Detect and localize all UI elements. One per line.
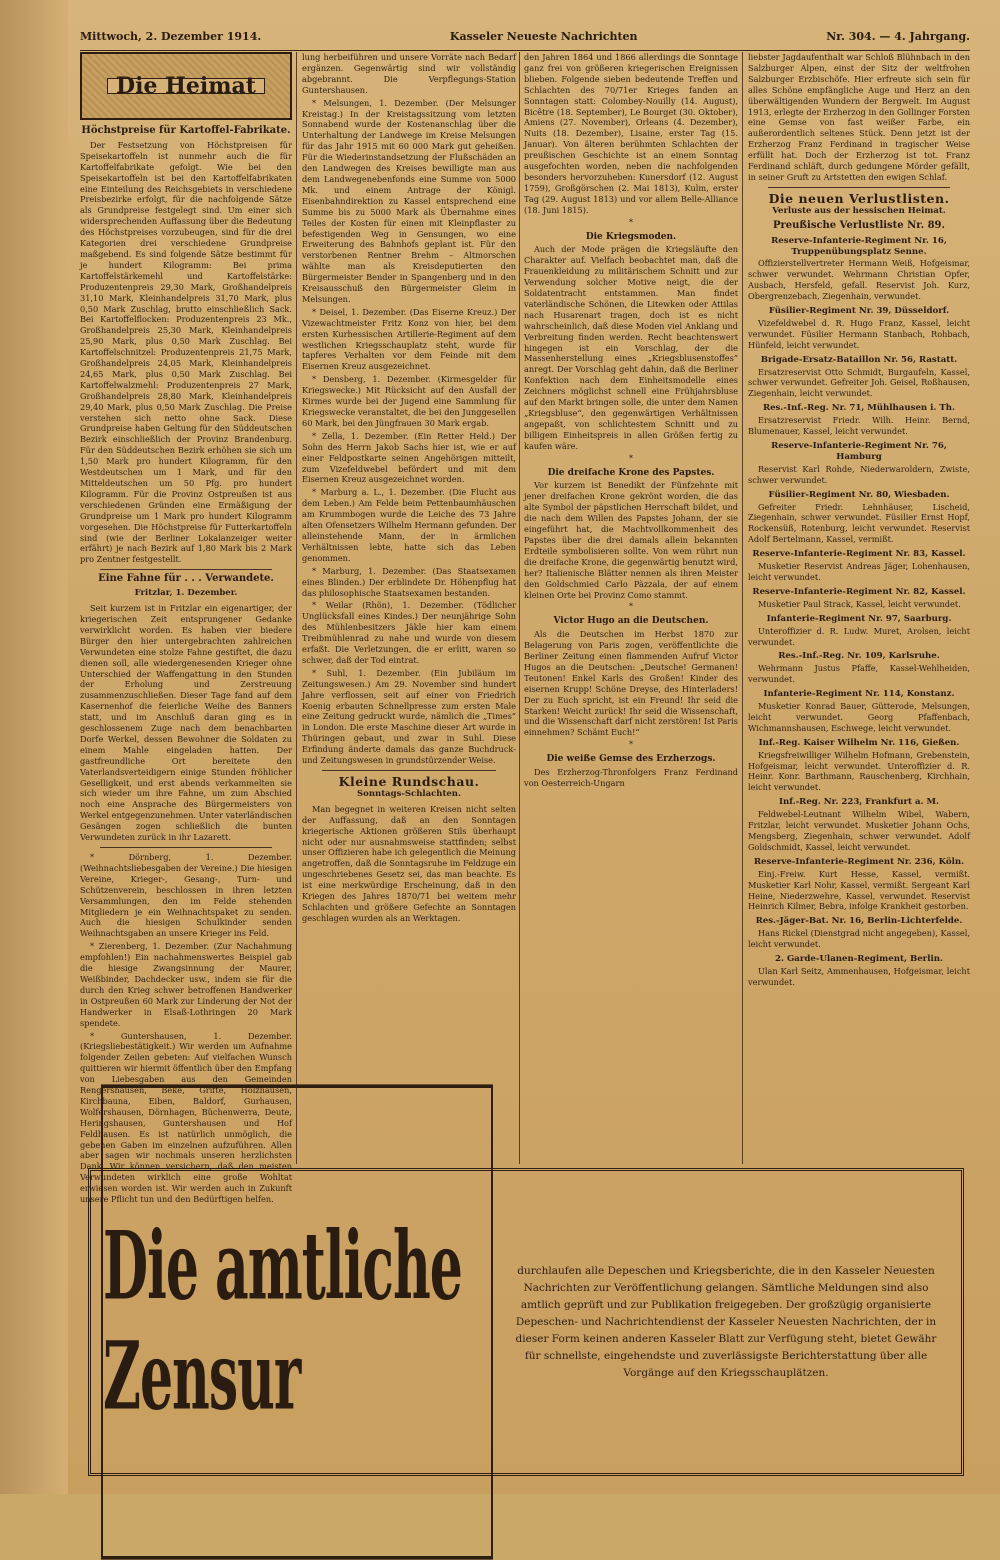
- ad-body: durchlaufen alle Depeschen und Kriegsberichte, die in den Kasseler Neuesten Nachrichten zur Veröffentlichung gelangen. Sämtliche Meldungen sind also amtlich geprüft und zur Publikation freigegeben. Der großzügig organisierte Depeschen- und Nachrichtendienst der Kasseler Neuesten Nachrichten, der in dieser Form keinen anderen Kasseler Blatt zur Verfügung steht, bietet Gewähr für schnellste, eingehendste und zuverlässigste Berichterstattung über alle Vorgänge auf den Kriegsschauplätzen.: [515, 1264, 937, 1379]
- article-heading: Die weiße Gemse des Erzherzogs.: [546, 754, 716, 765]
- column-4: [748, 52, 970, 1164]
- article-paragraph: Als die Deutschen im Herbst 1870 zur Belagerung von Paris zogen, veröffentlichte die Berliner Zeitung einen flammenden Aufruf Victor Hugos an die Deutschen: „Deutsche! Germanen! Teutonen! Enkel Karls des Großen! Kinder des eisernen Krupp! Schöne Dreyse, des Hinterladers! Der zu Euch spricht, ist ein Freund! Ihr seid die Starken! Weicht zurück! Ihr seid die Wissenschaft, und die Wissenschaft darf nicht zerstören! Ist Paris einnehmen? Schämt Euch!“: [524, 629, 738, 738]
- casualty-entry: Wehrmann Justus Pfaffe, Kassel-Wehlheiden, verwundet.: [748, 663, 970, 685]
- regiment-heading: Reserve-Infanterie-Regiment Nr. 76, Hamburg: [771, 441, 947, 462]
- page-header: [80, 30, 970, 51]
- regiment-heading: Res.-Inf.-Reg. Nr. 71, Mühlhausen i. Th.: [762, 403, 956, 414]
- page-margin: [0, 0, 68, 1494]
- casualty-entry: Musketier Konrad Bauer, Gütterode, Melsungen, leicht verwundet. Georg Pfaffenbach, Wichmannshausen, Eschwege, leicht verwundet.: [748, 701, 970, 733]
- ad-headline-text: Die amtliche Zensur: [103, 1212, 462, 1432]
- censorship-advertisement: [88, 1168, 964, 1476]
- article-paragraph: Der Festsetzung von Höchstpreisen für Speisekartoffeln ist nunmehr auch die für Kartoffelfabrikate gefolgt. Wie bei den Speisekartoffeln ist bei den Kartoffelfabrikaten eine Einteilung des Reichsgebiets in verschiedene Preisbezirke erfolgt, für die nachfolgende Sätze als Grundpreise festgelegt sind. Um einer sich widersprechenden Auffassung über die Bedeutung des Höchstpreises vorzubeugen, sind für die drei Kategorien drei verschiedene Grundpreise maßgebend. Es sind folgende Sätze bestimmt für je hundert Kilogramm: Bei prima Kartoffelstärkemehl und Kartoffelstärke: Produzentenpreis 29,30 Mark, Großhandelpreis 31,10 Mark, Kleinhandelpreis 31,70 Mark, plus 0,50 Mark Zuschlag, brutto einschließlich Sack. Bei Kartoffelflocken: Produzentenpreis 23 Mk., Großhandelpreis 25,30 Mark, Kleinhandelpreis 25,90 Mark, plus 0,50 Mark Zuschlag. Bei Kartoffelschnitzel: Produzentenpreis 21,75 Mark, Großhandelpreis 24,05 Mark, Kleinhandelpreis 24,65 Mark, plus 0,50 Mark Zuschlag. Bei Kartoffelwalzmehl: Produzentenpreis 27 Mark, Großhandelpreis 28,80 Mark, Kleinhandelpreis 29,40 Mark, plus 0,50 Mark Zuschlag. Die Preise verstehen sich netto ohne Sack. Diese Grundpreise haben Geltung für den Süddeutschen Bezirk einschließlich der Provinz Brandenburg. Für den Süddeutschen Bezirk erhöhen sie sich um 1,50 Mark pro hundert Kilogramm, für den Westdeutschen um 1 Mark, und für den Mitteldeutschen um 50 Pfg. pro hundert Kilogramm. Für die Provinz Ostpreußen ist aus verschiedenen Gründen eine Ermäßigung der Grundpreise um 1 Mark pro hundert Kilogramm vorgesehen. Die Höchstpreise für Futterkartoffeln sind (wie der Berliner Lokalanzeiger weiter erfährt) je nach Bezirk auf 1,80 Mark bis 2 Mark pro Zentner festgestellt.: [80, 139, 292, 565]
- casualty-entry: Musketier Paul Strack, Kassel, leicht verwundet.: [758, 598, 961, 609]
- casualty-entry: Einj.-Freiw. Kurt Hesse, Kassel, vermißt. Musketier Karl Nohr, Kassel, vermißt. Sergeant Karl Heine, Niederzwehre, Kassel, verwundet. Reservist Heinrich Kilmer, Bebra, infolge Krankheit gestorben.: [748, 868, 970, 912]
- regiment-heading: Füsilier-Regiment Nr. 80, Wiesbaden.: [768, 489, 950, 500]
- article-paragraph: liebster Jagdaufenthalt war Schloß Blühnbach in den Salzburger Alpen, einst der Sitz der weltfrohen Salzburger Erzbischöfe. Hier erfreute sich sein für alles Schöne empfängliche Auge und Herz an den überwältigenden Wundern der Bergwelt. Im August 1913, erlegte der Erzherzog in den Gollinger Forsten eine Gemse von fast weißer Farbe, ein außerordentlich seltenes Stück. Denn jetzt ist der Erzherzog Franz Ferdinand in tragischer Weise erfüllt hat. Doch der Erzherzog ist tot. Franz Ferdinand schläft, durch gedungene Mörder gefällt, in seiner Gruft zu Artstetten den ewigen Schlaf.: [748, 52, 970, 182]
- casualty-entries: [748, 236, 970, 988]
- heimat-title: Die Heimat: [107, 78, 265, 95]
- regiment-heading: Reserve-Infanterie-Regiment Nr. 16, Truppenübungsplatz Senne.: [771, 235, 947, 257]
- regiment-heading: Res.-Jäger-Bat. Nr. 16, Berlin-Lichterfelde.: [755, 916, 963, 927]
- column-2: [302, 52, 516, 1164]
- regiment-heading: Inf.-Reg. Nr. 223, Frankfurt a. M.: [778, 797, 940, 808]
- casualty-entry: Offizierstellvertreter Hermann Weiß, Hofgeismar, schwer verwundet. Wehrmann Christian Opfer, Ausbach, Hersfeld, gefall. Reservist Joh. Kurz, Obergrenzebach, Ziegenhain, verwundet.: [748, 258, 970, 302]
- article-paragraph: * Densberg, 1. Dezember. (Kirmesgelder für Kriegswecke.) Mit Rücksicht auf den Ausfall der Kirmes wurde bei der Jugend eine Sammlung für Kriegswecke veranstaltet, die bei den Junggesellen 60 Mark, bei den Jüngfrauen 30 Mark ergab.: [302, 374, 516, 428]
- header-issue: Nr. 304. — 4. Jahrgang.: [826, 30, 970, 43]
- article-paragraph: Seit kurzem ist in Fritzlar ein eigenartiger, der kriegerischen Zeit entsprungener Gedanke verwirklicht worden. Es haben vier biedere Bürger den hier untergebrachten zahlreichen Verwundeten eine stolze Fahne gestiftet, die dazu dienen soll, alle wiedergenesenden Krieger ohne Unterschied der Waffengattung in den Stunden der Erholung und Zerstreuung zusammenzuschließen. Dieser Tage fand auf dem Kasernenhof die feierliche Weihe des Banners statt, und im Anschluß daran ging es in geschlossenem Zuge nach dem benachbarten Dorfe Werkel, dessen Bewohner die Soldaten zu einem Mahle eingeladen hatten. Der gastfreundliche Ort bereitete den Vaterlandsverteidigern einige Stunden fröhlicher Geselligkeit, und erst abends verkammelten sie sich wieder um ihre Fahne, um zum Abschied noch eine Ansprache des Bürgermeisters von Werkel entgegenzunehmen. Unter vaterländischen Gesängen zogen schließlich die bunten Verwundeten zurück in ihr Lazarett.: [80, 603, 292, 843]
- article-paragraph: Man begegnet in weiteren Kreisen nicht selten der Auffassung, daß an den Sonntagen kriegerische Aktionen größeren Stils überhaupt nicht oder nur ausnahmsweise stattfinden; selbst unser Offizieren habe ich gelegentlich die Meinung angetroffen, daß die Sonntagsruhe im Feldzuge ein ungeschriebenes Gesetz sei, das man beachte. Es ist eine merkwürdige Erscheinung, daß in den Kriegen des Jahres 1870/71 bei weitem mehr Schlachten und größere Gefechte an Sonntagen geschlagen wurden als an Werktagen.: [302, 803, 516, 923]
- regiment-heading: Brigade-Ersatz-Bataillon Nr. 56, Rastatt.: [760, 354, 958, 365]
- casualty-entry: Ersatzreservist Otto Schmidt, Burgaufeln, Kassel, schwer verwundet. Gefreiter Joh. Geisel, Roßhausen, Ziegenhain, leicht verwundet.: [748, 366, 970, 399]
- separator-star: *: [629, 602, 633, 612]
- article-paragraph: * Marburg a. L., 1. Dezember. (Die Flucht aus dem Leben.) Am Felde beim Pettenbaumhäuschen am Krummbogen wurde die Leiche des 73 Jahre alten Ofensetzers Wilhelm Hermann gefunden. Der alleinstehende Mann, der in ärmlichen Verhältnissen lebte, hatte sich das Leben genommen.: [302, 487, 516, 563]
- column-rule: [296, 52, 297, 1164]
- article-paragraph: * Weilar (Rhön), 1. Dezember. (Tödlicher Unglücksfall eines Kindes.) Der neunjährige Sohn des Mühlenbesitzers Jäkle hier kam einem Treibmühlenrad zu nahe und wurde von diesem erfaßt. Die Verletzungen, die er erlitt, waren so schwer, daß der Tod eintrat.: [302, 600, 516, 665]
- separator-star: *: [629, 217, 633, 227]
- regiment-heading: Reserve-Infanterie-Regiment Nr. 236, Köln.: [753, 856, 965, 867]
- separator-star: *: [629, 453, 633, 463]
- article-paragraph: * Dörnberg, 1. Dezember. (Weihnachtsliebesgaben der Vereine.) Die hiesigen Vereine, Krieger-, Gesang-, Turn- und Schützenverein, beschlossen in ihren letzten Versammlungen, den im Felde stehenden Mitgliedern je ein Weihnachtspaket zu senden. Auch die hiesigen Schulkinder senden Weihnachtsgaben an unsere Krieger ins Feld.: [80, 852, 292, 939]
- dateline: Fritzlar, 1. Dezember.: [134, 588, 238, 599]
- section-title: Die neuen Verlustlisten.: [768, 190, 950, 206]
- casualty-entry: Hans Rickel (Dienstgrad nicht angegeben), Kassel, leicht verwundet.: [748, 928, 970, 950]
- article-heading: Die dreifache Krone des Papstes.: [547, 467, 715, 478]
- column-1: [80, 52, 292, 1205]
- divider: [322, 770, 496, 771]
- regiment-heading: Füsilier-Regiment Nr. 39, Düsseldorf.: [768, 306, 950, 317]
- article-heading: Die Kriegsmoden.: [585, 231, 677, 242]
- article-paragraph: * Zierenberg, 1. Dezember. (Zur Nachahmung empfohlen!) Ein nachahmenswertes Beispiel gab die hiesige Zwangsinnung der Maurer, Weißbinder, Dachdecker usw., indem sie für die durch den Krieg schwer betroffenen Handwerker in Ostpreußen 60 Mark zur Linderung der Not der Handwerker in Elsaß-Lothringen 20 Mark spendete.: [80, 941, 292, 1028]
- casualty-entry: Reservist Karl Rohde, Niederwaroldern, Zwiste, schwer verwundet.: [748, 463, 970, 485]
- regiment-heading: Reserve-Infanterie-Regiment Nr. 82, Kassel.: [752, 586, 966, 597]
- regiment-heading: Res.-Inf.-Reg. Nr. 109, Karlsruhe.: [778, 651, 940, 662]
- regiment-heading: 2. Garde-Ulanen-Regiment, Berlin.: [775, 954, 943, 965]
- casualty-list-title: Preußische Verlustliste Nr. 89.: [773, 219, 945, 231]
- article-paragraph: lung herbeiführen und unsere Vorräte nach Bedarf ergänzen. Gegenwärtig sind wir vollständig abgebrannt. Die Verpflegungs-Station Guntershausen.: [302, 52, 516, 95]
- article-paragraph: den Jahren 1864 und 1866 allerdings die Sonntage ganz frei von größeren kriegerischen Ereignissen blieben. Folgende sieben bedeutende Treffen und Schlachten des 70/71er Krieges fanden an Sonntagen statt: Colombey-Nouilly (14. August), Bicêtre (18. September), Le Bourget (30. Oktober), Amiens (27. November), Orleans (4. Dezember), Nuits (18. Dezember), Lisaine, erster Tag (15. Januar). Von älteren berühmten Schlachten der preußischen Geschichte ist an einem Sonntag ausgefochten worden, neben die nachfolgenden besonders hervorzuheben: Kunersdorf (12. August 1759), Großgörschen (2. Mai 1813), Kulm, erster Tag (29. August 1813) und vor allem Belle-Alliance (18. Juni 1815).: [524, 52, 738, 215]
- casualty-entry: Feldwebel-Leutnant Wilhelm Wibel, Wabern, Fritzlar, leicht verwundet. Musketier Johann Ochs, Mengsberg, Ziegenhain, schwer verwundet. Adolf Goldschmidt, Kassel, leicht verwundet.: [748, 809, 970, 852]
- casualty-entry: Kriegsfreiwilliger Wilhelm Hofmann, Grebenstein, Hofgeismar, leicht verwundet. Unteroffizier d. R. Heinr. Konr. Barthmann, Rauschenberg, Kirchhain, leicht verwundet.: [748, 749, 970, 793]
- column-rule: [519, 52, 520, 1164]
- regiment-heading: Infanterie-Regiment Nr. 114, Konstanz.: [763, 689, 955, 700]
- separator-star: *: [629, 740, 633, 750]
- divider: [100, 569, 272, 570]
- article-paragraph: * Guntershausen, 1. Dezember. (Kriegsliebestätigkeit.) Wir werden um Aufnahme folgender Zeilen gebeten: Auf vielfachen Wunsch quittieren wir hiermit öffentlich über den Empfang von Liebesgaben aus den Gemeinden Rengershausen, Beke, Grifte, Holzhausen, Kirchbauna, Eiben, Baldorf, Gurhausen, Wolfershausen, Dörnhagen, Büchenwerra, Deute, Heringshausen, Guntershausen und Hof Feldhausen. Es ist natürlich unmöglich, die gebenen Gaben im einzelnen aufzuführen. Allen aber sagen wir nochmals unseren herzlichsten Dank. Wir können versichern, daß den meisten Verwundeten wirklich eine große Wohltat erwiesen worden ist. Wir werden auch in Zukunft unsere Pflicht tun und den Bedürftigen helfen.: [80, 1030, 292, 1205]
- article-paragraph: Des Erzherzog-Thronfolgers Franz Ferdinand von Oesterreich-Ungarn: [524, 767, 738, 788]
- article-heading: Eine Fahne für . . . Verwandete.: [98, 573, 274, 585]
- section-title: Kleine Rundschau.: [338, 774, 480, 789]
- regiment-heading: Infanterie-Regiment Nr. 97, Saarburg.: [766, 613, 952, 624]
- heimat-banner: [80, 52, 292, 120]
- article-paragraph: * Zella, 1. Dezember. (Ein Retter Held.) Der Sohn des Herrn Jakob Sachs hier ist, wie er auf einer Feldpostkarte seinen Angehörigen mitteilt, zum Vizefeldwebel befördert und mit dem Eisernen Kreuz ausgezeichnet worden.: [302, 430, 516, 485]
- divider: [768, 187, 950, 188]
- casualty-entry: Vizefeldwebel d. R. Hugo Franz, Kassel, leicht verwundet. Füsilier Hermann Stanbach, Rohbach, Hünfeld, leicht verwundet.: [748, 317, 970, 350]
- article-paragraph: * Melsungen, 1. Dezember. (Der Melsunger Kreistag.) In der Kreistagssitzung vom letzten Sonnabend wurde der Kostenanschlag über die Unterhaltung der Landwege im Kreise Melsungen für das Jahr 1915 mit 60 000 Mark gut geheißen. Für die Wiederinstandsetzung der Flußschäden an den Landwegen des Kreises bewilligte man aus dem Landwegenebenfonds eine Summe von 5000 Mk. und einem Antrage der Königl. Eisenbahndirektion zu Kassel entsprechend eine Summe bis zu 5000 Mark als Übernahme eines Teiles der Kosten für einen mit Kleinpflaster zu befestigenden Weg in Gensungen, wo eine Erweiterung des Bahnhofs geplant ist. Für den verstorbenen Rentner Brehm – Altmorschen wählte man als Kreisdeputierten den Bürgermeister Bender in Spangenberg und in den Kreisausschuß den Bürgermeister Gleim in Melsungen.: [302, 97, 516, 304]
- column-rule: [742, 52, 743, 1164]
- article-paragraph: * Suhl, 1. Dezember. (Ein Jubiläum im Zeitungswesen.) Am 29. November sind hundert Jahre verflossen, seit auf einer von Friedrich Koenig erbauten Schnellpresse zum ersten Male eine Zeitung gedruckt wurde, nämlich die „Times“ in London. Die erste Maschine dieser Art wurde in Thüringen gebaut, und zwar in Suhl. Diese Erfindung änderte damals das ganze Buchdruck- und Zeitungswesen in grundstürzender Weise.: [302, 667, 516, 766]
- article-paragraph: * Marburg, 1. Dezember. (Das Staatsexamen eines Blinden.) Der erblindete Dr. Höhenpflug hat das philosophische Staatsexamen bestanden.: [302, 565, 516, 598]
- casualty-entry: Gefreiter Friedr. Lehnhäuser, Lischeid, Ziegenhain, schwer verwundet. Füsilier Ernst Hopf, Rockensüß, Rotenburg, leicht verwundet. Reservist Adolf Bertelmann, Kassel, vermißt.: [748, 501, 970, 545]
- article-paragraph: * Deisel, 1. Dezember. (Das Eiserne Kreuz.) Der Vizewachtmeister Fritz Konz von hier, bei dem ersten Kurhessischen Artillerie-Regiment auf dem westlichen Kriegsschauplatz steht, wurde für tapferes Verhalten vor dem Feinde mit dem Eisernen Kreuz ausgezeichnet.: [302, 306, 516, 372]
- header-masthead: Kasseler Neueste Nachrichten: [449, 30, 638, 43]
- section-subtitle: Sonntags-Schlachten.: [357, 788, 461, 799]
- casualty-entry: Ulan Karl Seitz, Ammenhausen, Hofgeismar, leicht verwundet.: [748, 965, 970, 987]
- divider: [100, 847, 272, 848]
- casualty-entry: Musketier Reservist Andreas Jäger, Lohenhausen, leicht verwundet.: [748, 561, 970, 582]
- casualty-entry: Ersatzreservist Friedr. Wilh. Heinr. Bernd, Blumenauer, Kassel, leicht verwundet.: [748, 415, 970, 437]
- article-heading: Victor Hugo an die Deutschen.: [553, 616, 709, 627]
- article-paragraph: Vor kurzem ist Benedikt der Fünfzehnte mit jener dreifachen Krone gekrönt worden, die das alte Symbol der päpstlichen Herrschaft bildet, und die nach dem Willen des Papstes Johann, der sie eingeführt hat, die Machtvollkommenheit des Papstes über die drei damals allein bekannten Erdteile symbolisieren sollte. Von wem rührt nun die dreifache Krone, die gegenwärtig benutzt wird, her? Italienische Blätter nennen als ihren Meister den Goldschmied Carlo Pàzzala, der auf einem kleinen Orte bei Provinz Como stammt.: [524, 480, 738, 600]
- regiment-heading: Reserve-Infanterie-Regiment Nr. 83, Kassel.: [752, 549, 966, 560]
- ad-headline: [101, 1084, 493, 1559]
- casualty-entry: Unteroffizier d. R. Ludw. Muret, Arolsen, leicht verwundet.: [748, 625, 970, 647]
- regiment-heading: Inf.-Reg. Kaiser Wilhelm Nr. 116, Gießen.: [758, 737, 960, 748]
- article-heading: Höchstpreise für Kartoffel-Fabrikate.: [81, 125, 291, 136]
- column-3: [524, 52, 738, 1164]
- article-paragraph: Auch der Mode prägen die Kriegsläufte den Charakter auf. Vielfach beobachtet man, daß die Frauenkleidung zu militärischem Schnitt und zur Verwendung solcher Motive neigt, die der Soldatentracht entstammen. Man findet vaterländische Schönen, die Litewken oder Attilas nach Husarenart tragen, doch ist es nicht wahrscheinlich, daß diese Moden viel Anklang und Verbreitung finden werden. Recht beachtenswert hingegen ist ein Vorschlag, der die Massenherstellung eines „Kriegsblusenstoffes“ anregt. Der Vorschlag geht dahin, daß die Berliner Konfektion nach dem Einheitsmodelle eines Zeichners möglichst schnell eine Frühjahrsbluse auf den Markt bringen solle, die unter dem Namen „Kriegsbluse“, den gegenwärtigen Verhältnissen angepaßt, von schlichtestem Schnitt und zu billigem Einheitspreis in allen Größen fertig zu kaufen wäre.: [524, 244, 738, 451]
- header-date: Mittwoch, 2. Dezember 1914.: [80, 30, 262, 43]
- section-subtitle: Verluste aus der hessischen Heimat.: [772, 205, 946, 216]
